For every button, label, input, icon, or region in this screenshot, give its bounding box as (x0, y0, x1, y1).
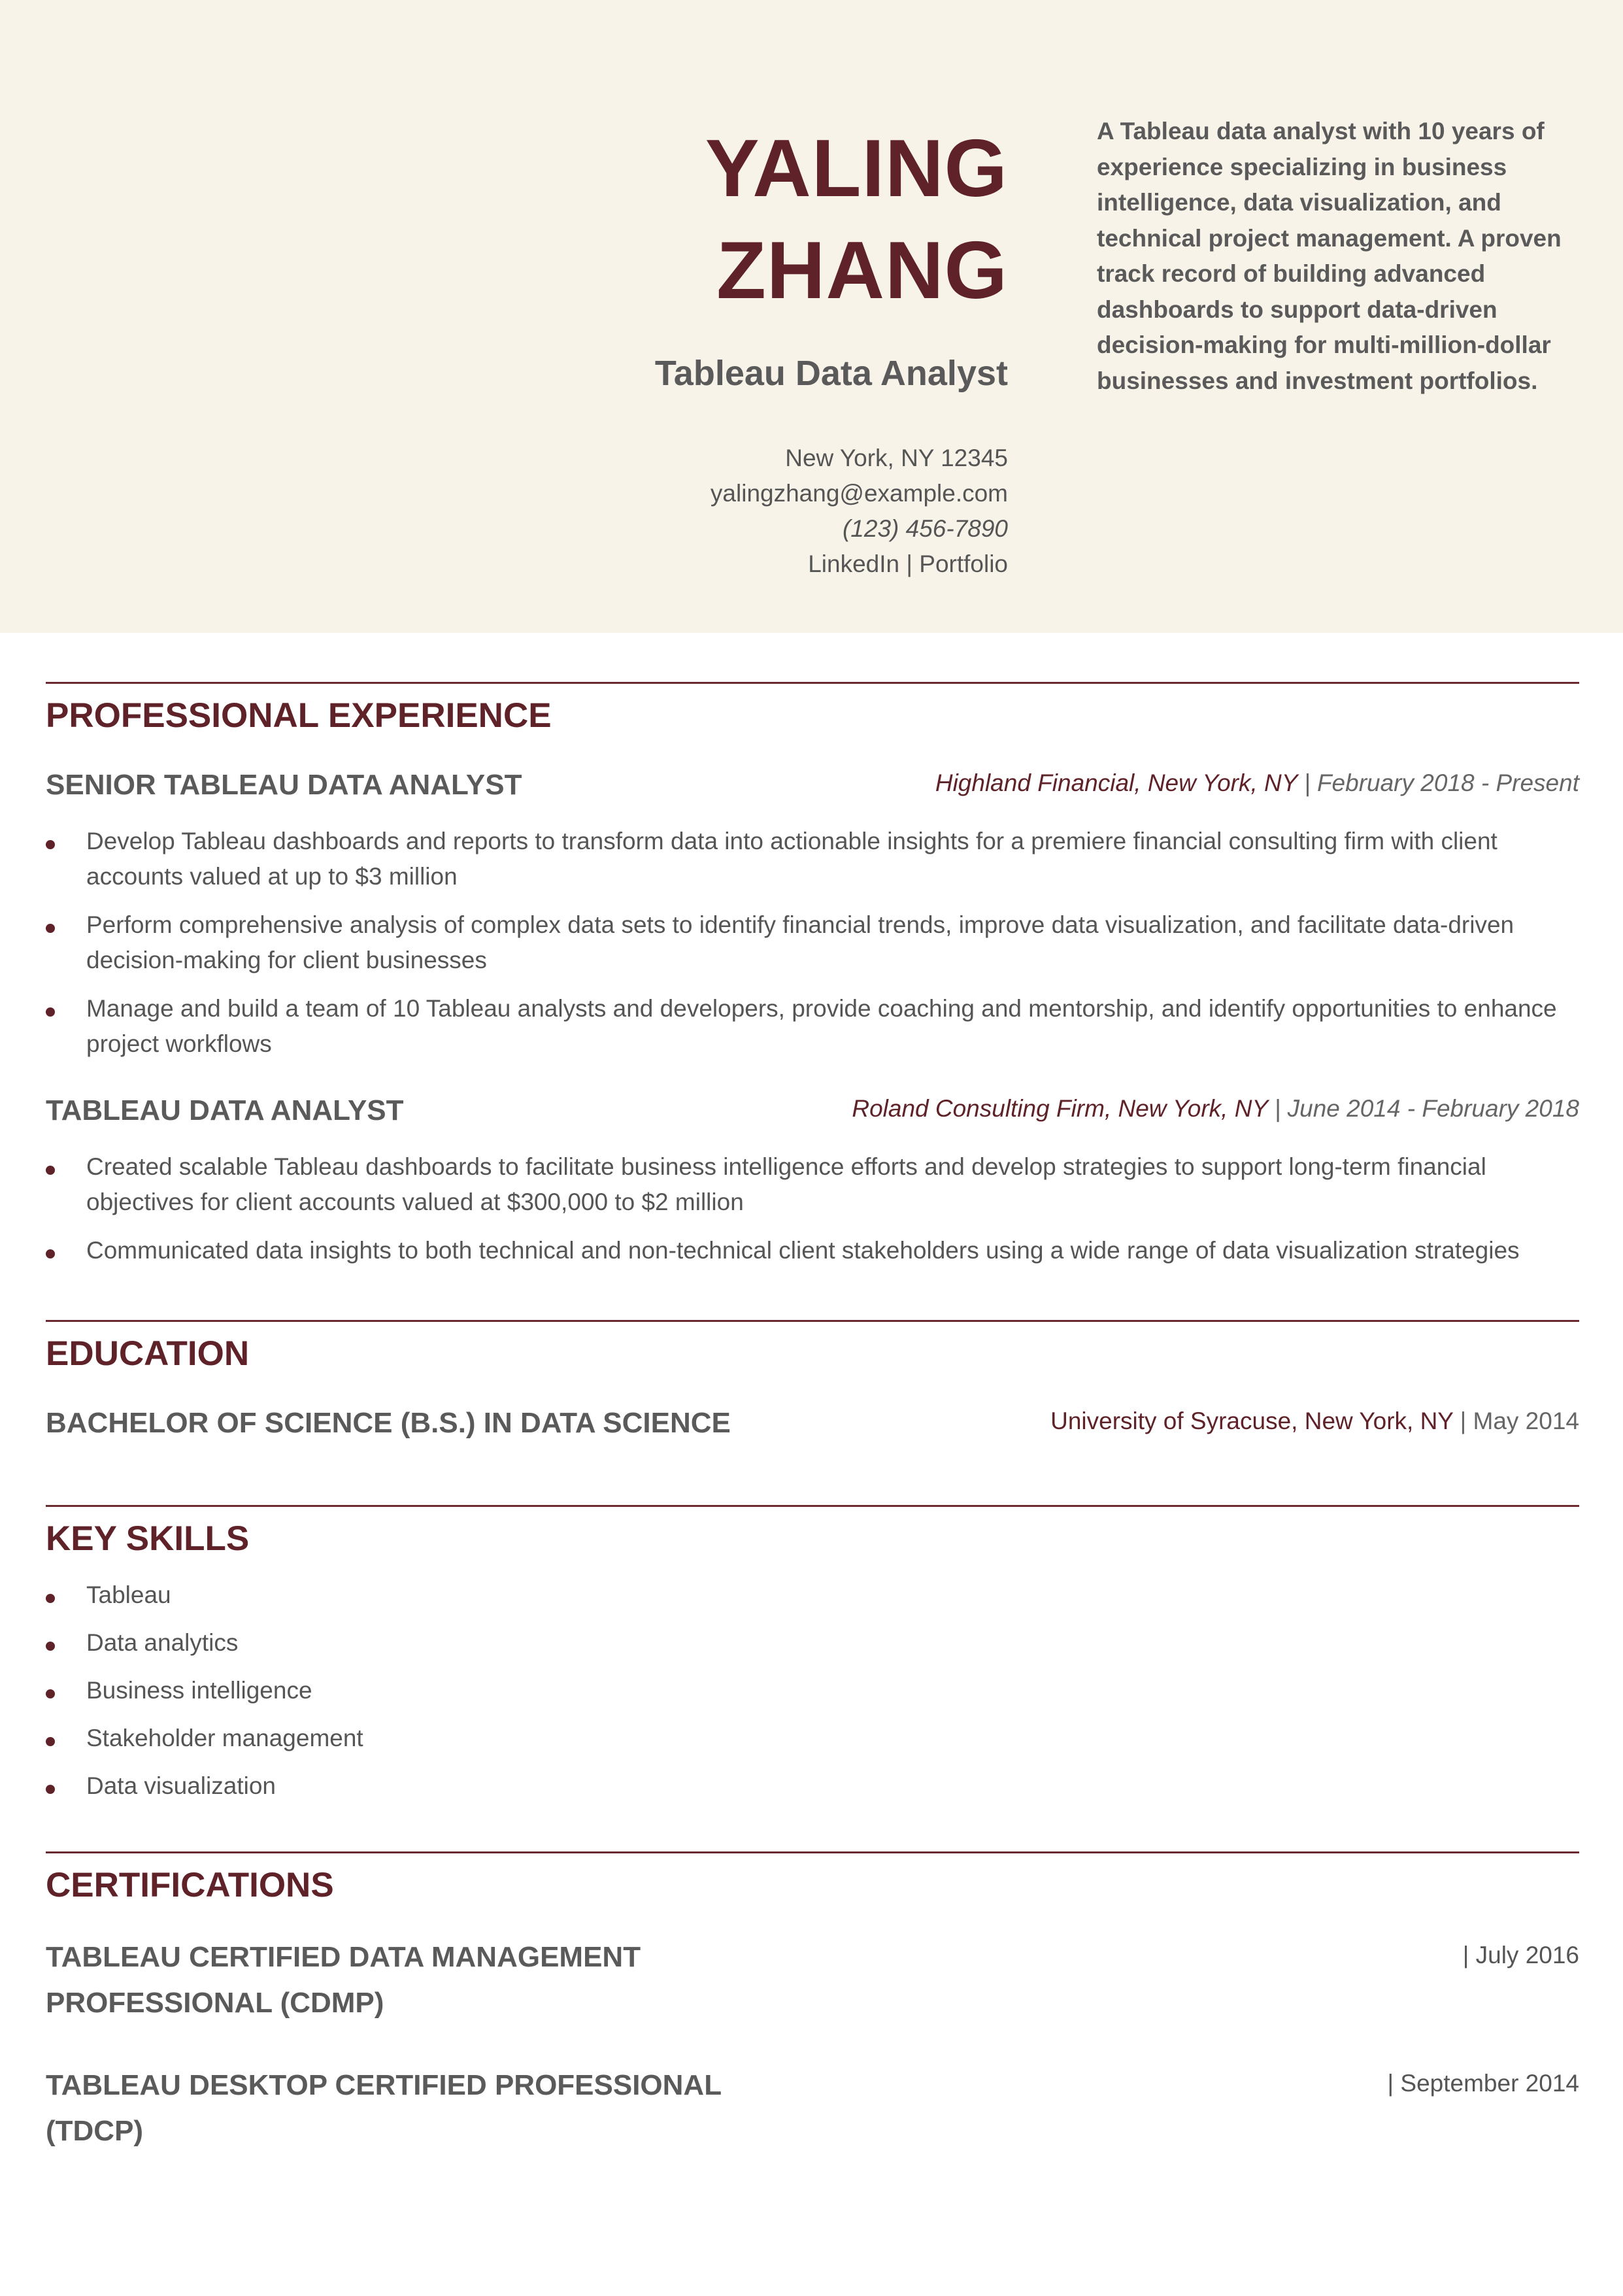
skills-section (46, 1505, 1579, 1804)
list-item: Data visualization (46, 1768, 1579, 1804)
list-item: Develop Tableau dashboards and reports to transform data into actionable insights for a premiere financial consulting firm with client accounts valued at up to $3 million (46, 824, 1579, 894)
list-item: Perform comprehensive analysis of complex data sets to identify financial trends, improve data visualization, and facilitate data-driven decision-making for client businesses (46, 907, 1579, 978)
summary: A Tableau data analyst with 10 years of experience specializing in business intelligence, data visualization, and technical project management. A proven track record of building advanced dashboards to support data-driven decision-making for multi-million-dollar businesses and investment portfolios. (1097, 118, 1562, 394)
section-divider (46, 1505, 1579, 1507)
certification-title: TABLEAU CERTIFIED DATA MANAGEMENT PROFESSIONAL (CDMP) (46, 1941, 641, 2019)
certifications-section (46, 1851, 1579, 2154)
email: yalingzhang@example.com (710, 480, 1008, 507)
resume-header (0, 0, 1623, 633)
experience-heading: PROFESSIONAL EXPERIENCE (46, 696, 552, 735)
job-meta (852, 1088, 1579, 1130)
profile-links: LinkedIn | Portfolio (808, 550, 1008, 577)
education-meta (1050, 1400, 1579, 1442)
list-item: Communicated data insights to both technical and non-technical client stakeholders using a wide range of data visualization strategies (46, 1233, 1579, 1268)
name-block (420, 118, 1008, 582)
skills-heading: KEY SKILLS (46, 1519, 250, 1558)
job-header (46, 762, 1579, 808)
education-row (46, 1400, 1579, 1446)
job-header (46, 1088, 1579, 1134)
section-divider (46, 1320, 1579, 1322)
section-divider (46, 1851, 1579, 1853)
graduation-date: | May 2014 (1460, 1408, 1579, 1434)
job-org: Highland Financial, New York, NY (935, 769, 1297, 796)
last-name: ZHANG (716, 226, 1008, 316)
certification-title: TABLEAU DESKTOP CERTIFIED PROFESSIONAL (TDCP) (46, 2069, 722, 2147)
job-bullets (46, 1149, 1579, 1268)
contact-info (420, 441, 1008, 582)
job-dates: | February 2018 - Present (1304, 769, 1579, 796)
first-name: YALING (705, 124, 1008, 214)
job-bullets (46, 824, 1579, 1062)
education-section (46, 1320, 1579, 1446)
list-item: Manage and build a team of 10 Tableau analysts and developers, provide coaching and mentorship, and identify opportunities to enhance project workflows (46, 991, 1579, 1062)
phone: (123) 456-7890 (842, 515, 1008, 542)
job-org: Roland Consulting Firm, New York, NY (852, 1095, 1268, 1122)
job-title: SENIOR TABLEAU DATA ANALYST (46, 769, 522, 801)
list-item: Data analytics (46, 1625, 1579, 1661)
education-heading: EDUCATION (46, 1334, 250, 1373)
job-title: Tableau Data Analyst (654, 354, 1008, 393)
degree: BACHELOR OF SCIENCE (B.S.) IN DATA SCIENCE (46, 1407, 731, 1439)
list-item: Business intelligence (46, 1673, 1579, 1708)
skills-list (46, 1578, 1579, 1804)
job-dates: | June 2014 - February 2018 (1274, 1095, 1579, 1122)
section-divider (46, 682, 1579, 684)
certification-date: | September 2014 (1387, 2070, 1579, 2097)
school: University of Syracuse, New York, NY (1050, 1408, 1454, 1434)
experience-section (46, 682, 1579, 1268)
job-meta (935, 762, 1579, 804)
list-item: Created scalable Tableau dashboards to facilitate business intelligence efforts and develop strategies to support long-term financial objectives for client accounts valued at $300,000 to $2 million (46, 1149, 1579, 1220)
location: New York, NY 12345 (785, 445, 1008, 471)
list-item: Tableau (46, 1578, 1579, 1613)
certification-row (46, 2063, 1579, 2154)
list-item: Stakeholder management (46, 1721, 1579, 1756)
job-title: TABLEAU DATA ANALYST (46, 1094, 404, 1126)
certification-date: | July 2016 (1462, 1942, 1579, 1968)
certifications-heading: CERTIFICATIONS (46, 1866, 334, 1904)
certification-row (46, 1934, 1579, 2026)
